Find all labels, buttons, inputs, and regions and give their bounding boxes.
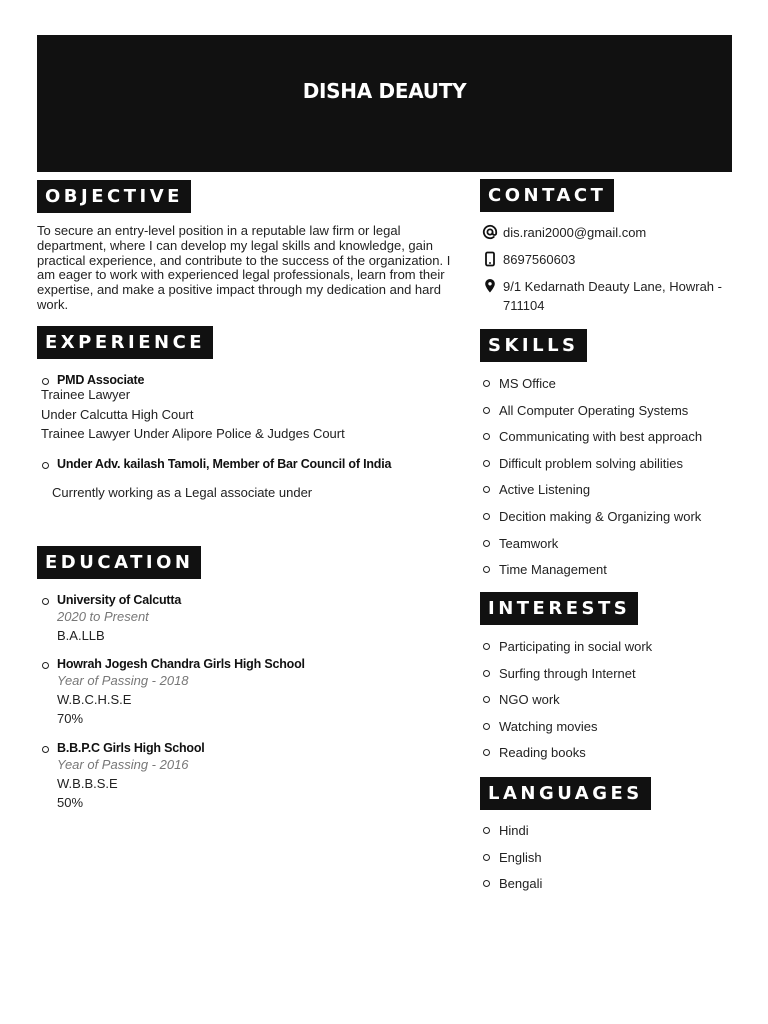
resume-header xyxy=(37,35,732,172)
section-title-interests: INTERESTS xyxy=(480,592,638,625)
experience-details xyxy=(41,385,461,444)
interest-item: Reading books xyxy=(482,744,652,771)
languages-list xyxy=(482,822,542,902)
education-item xyxy=(37,657,457,728)
education-detail: B.A.LLB xyxy=(57,628,105,643)
education-detail: 70% xyxy=(57,711,84,726)
skills-list xyxy=(482,375,702,588)
interest-item: Watching movies xyxy=(482,718,652,745)
experience-line: Under Calcutta High Court xyxy=(41,406,194,422)
education-item xyxy=(37,741,457,812)
experience-line: Trainee Lawyer Under Alipore Police & Judges Court xyxy=(41,426,345,441)
education-school: University of Calcutta xyxy=(37,593,457,607)
section-title-experience: EXPERIENCE xyxy=(37,326,213,359)
skill-item: Time Management xyxy=(482,561,702,588)
skill-item: Decition making & Organizing work xyxy=(482,508,702,535)
section-title-skills: SKILLS xyxy=(480,329,587,362)
language-item: English xyxy=(482,849,542,876)
skill-item: MS Office xyxy=(482,375,702,402)
contact-email[interactable] xyxy=(482,223,732,242)
section-title-objective: OBJECTIVE xyxy=(37,180,191,213)
section-title-languages: LANGUAGES xyxy=(480,777,651,810)
interest-item: Participating in social work xyxy=(482,638,652,665)
education-school: Howrah Jogesh Chandra Girls High School xyxy=(37,657,457,671)
skill-item: All Computer Operating Systems xyxy=(482,402,702,429)
experience-role: Under Adv. kailash Tamoli, Member of Bar Council of India xyxy=(37,457,457,471)
at-icon xyxy=(482,224,498,240)
interest-item: NGO work xyxy=(482,691,652,718)
phone-text: 8697560603 xyxy=(503,252,576,267)
skill-item: Difficult problem solving abilities xyxy=(482,455,702,482)
language-item: Hindi xyxy=(482,822,542,849)
section-title-contact: CONTACT xyxy=(480,179,614,212)
education-period: 2020 to Present xyxy=(57,609,149,624)
education-detail: 50% xyxy=(57,795,84,810)
skill-item: Active Listening xyxy=(482,481,702,508)
language-item: Bengali xyxy=(482,875,542,902)
skill-item: Teamwork xyxy=(482,535,702,562)
section-title-education: EDUCATION xyxy=(37,546,201,579)
education-item xyxy=(37,593,457,645)
experience-role: PMD Associate xyxy=(37,373,457,387)
contact-phone[interactable] xyxy=(482,250,732,269)
experience-line: Trainee Lawyer xyxy=(41,387,131,402)
experience-item xyxy=(37,457,457,471)
objective-text: To secure an entry-level position in a reputable law firm or legal department, where I can develop my legal skills and knowledge, gain practical experience, and contribute to the success of the organization. I am eager to work with experienced legal professionals, learn from their expertise, and make a positive impact through my dedication and hard work. xyxy=(37,223,451,312)
experience-details xyxy=(52,483,472,503)
phone-icon xyxy=(482,251,498,267)
experience-line: Currently working as a Legal associate under xyxy=(52,485,313,500)
interests-list xyxy=(482,638,652,771)
education-school: B.B.P.C Girls High School xyxy=(37,741,457,755)
email-text: dis.rani2000@gmail.com xyxy=(503,225,647,240)
skill-item: Communicating with best approach xyxy=(482,428,702,455)
education-detail: W.B.B.S.E xyxy=(57,776,118,791)
education-detail: W.B.C.H.S.E xyxy=(57,692,132,707)
candidate-name: DISHA DEAUTY xyxy=(302,79,467,103)
address-text: 9/1 Kedarnath Deauty Lane, Howrah - 711104 xyxy=(503,279,722,313)
interest-item: Surfing through Internet xyxy=(482,665,652,692)
location-pin-icon xyxy=(482,278,498,294)
education-period: Year of Passing - 2018 xyxy=(57,673,189,688)
education-period: Year of Passing - 2016 xyxy=(57,757,189,772)
contact-address xyxy=(482,277,732,315)
